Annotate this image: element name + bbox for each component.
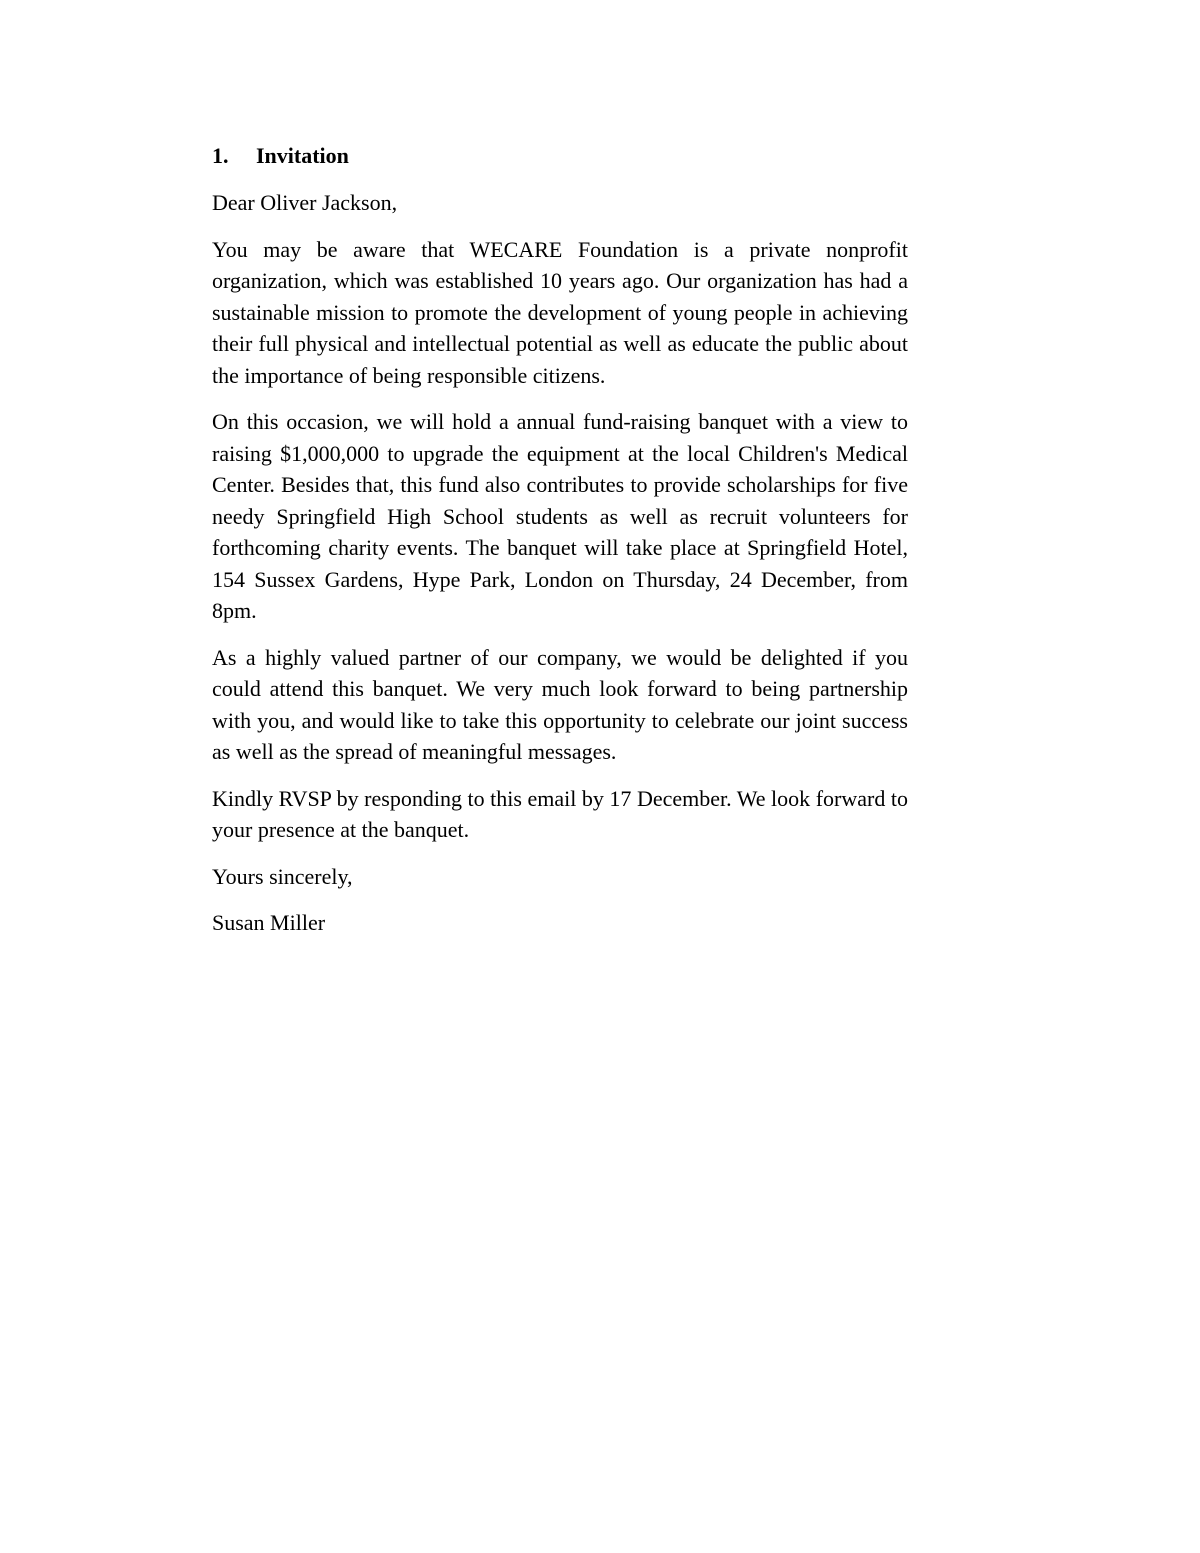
paragraph-intro: You may be aware that WECARE Foundation is a private nonprofit organization, which was established 10 years ago. Our organization has had a sustainable mission to promote the development of young people in achieving their full physical and intellectual potential as well as educate the public about the importance of being responsible citizens. xyxy=(212,236,908,388)
section-heading xyxy=(212,140,908,172)
paragraph-event-details: On this occasion, we will hold a annual fund-raising banquet with a view to raising $1,000,000 to upgrade the equipment at the local Children's Medical Center. Besides that, this fund also contributes to provide scholarships for five needy Springfield High School students as well as recruit volunteers for forthcoming charity events. The banquet will take place at Springfield Hotel, 154 Sussex Gardens, Hype Park, London on Thursday, 24 December, from 8pm. xyxy=(212,409,908,623)
paragraph-invitation: As a highly valued partner of our company, we would be delighted if you could attend this banquet. We very much look forward to being partnership with you, and would like to take this opportunity to celebrate our joint success as well as the spread of meaningful messages. xyxy=(212,644,908,764)
paragraph-rsvp: Kindly RVSP by responding to this email by 17 December. We look forward to your presence at the banquet. xyxy=(212,785,908,842)
document-page xyxy=(212,140,908,954)
salutation: Dear Oliver Jackson, xyxy=(212,190,398,215)
heading-number: 1. xyxy=(212,143,229,168)
heading-title: Invitation xyxy=(256,143,349,168)
closing: Yours sincerely, xyxy=(212,863,353,889)
signature: Susan Miller xyxy=(212,910,326,935)
